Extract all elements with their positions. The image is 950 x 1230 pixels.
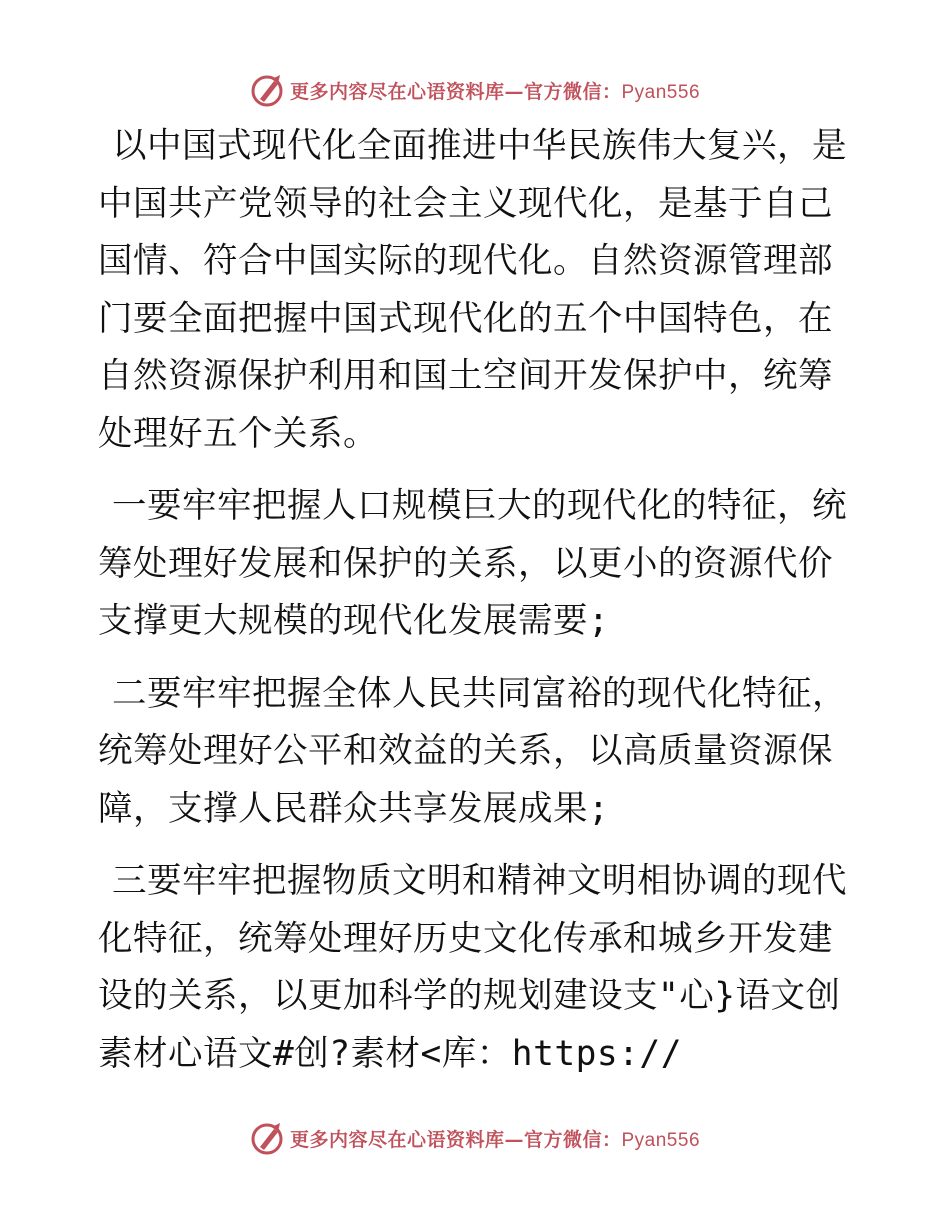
banner-account-label: 官方微信： bbox=[523, 1128, 622, 1151]
banner-site-text: 更多内容尽在心语资料库 bbox=[289, 1128, 505, 1151]
pen-logo-icon bbox=[250, 1121, 284, 1155]
footer-banner bbox=[0, 1118, 950, 1158]
banner-dash: — bbox=[504, 80, 524, 103]
banner-account-id: Pyan556 bbox=[621, 81, 701, 103]
paragraph-one: 一要牢牢把握人口规模巨大的现代化的特征，统筹处理好发展和保护的关系，以更小的资源代价支撑更大规模的现代化发展需要; bbox=[98, 486, 847, 641]
paragraph-two: 二要牢牢把握全体人民共同富裕的现代化特征，统筹处理好公平和效益的关系，以高质量资源保障，支撑人民群众共享发展成果; bbox=[98, 673, 847, 829]
banner-account-id: Pyan556 bbox=[621, 1129, 701, 1151]
pen-logo-icon bbox=[250, 73, 284, 107]
paragraph-three: 三要牢牢把握物质文明和精神文明相协调的现代化特征，统筹处理好历史文化传承和城乡开发建设的关系，以更加科学的规划建设支"心}语文创素材心语文#创?素材<库：https:// bbox=[98, 861, 847, 1074]
document-body bbox=[98, 118, 858, 1098]
banner-site-text: 更多内容尽在心语资料库 bbox=[289, 80, 505, 103]
banner-dash: — bbox=[504, 1128, 524, 1151]
banner-account-label: 官方微信： bbox=[523, 80, 622, 103]
paragraph-intro: 以中国式现代化全面推进中华民族伟大复兴，是中国共产党领导的社会主义现代化，是基于自己国情、符合中国实际的现代化。自然资源管理部门要全面把握中国式现代化的五个中国特色，在自然资源保护利用和国土空间开发保护中，统筹处理好五个关系。 bbox=[98, 126, 847, 454]
header-banner bbox=[0, 70, 950, 110]
